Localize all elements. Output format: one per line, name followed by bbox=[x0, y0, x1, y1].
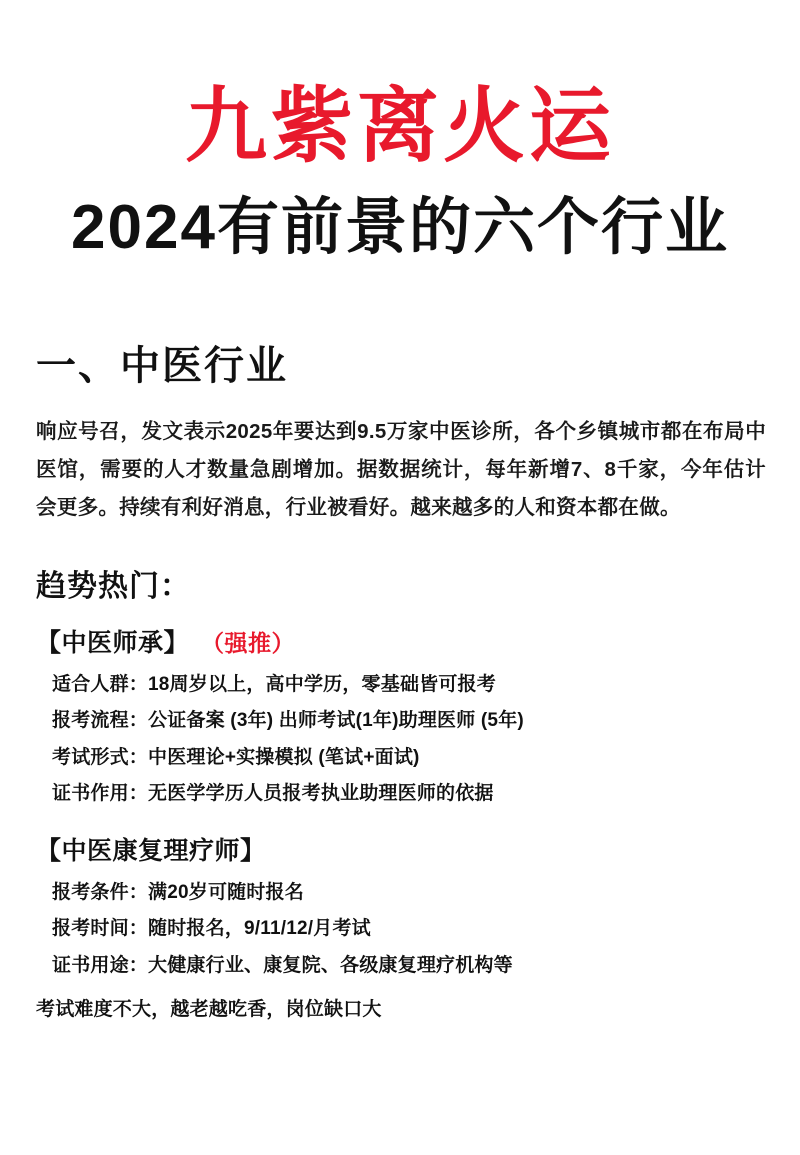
section-paragraph: 响应号召，发文表示2025年要达到9.5万家中医诊所，各个乡镇城市都在布局中医馆，需要的人才数量急剧增加。据数据统计，每年新增7、8千家，今年估计会更多。持续有利好消息，行业被看好。越来越多的人和资本都在做。 bbox=[36, 420, 766, 520]
row-value: 随时报名，9/11/12/月考试 bbox=[148, 918, 371, 940]
row-key: 报考条件： bbox=[52, 881, 149, 903]
row-key: 报考流程： bbox=[52, 710, 149, 732]
row-key: 证书作用： bbox=[52, 783, 149, 805]
row-value: 无医学学历人员报考执业助理医师的依据 bbox=[148, 783, 494, 805]
table-row bbox=[52, 667, 772, 703]
table-row bbox=[52, 948, 772, 984]
row-value: 大健康行业、康复院、各级康复理疗机构等 bbox=[148, 954, 513, 976]
table-row bbox=[52, 911, 772, 947]
list-item bbox=[36, 623, 772, 813]
card-title: 【中医康复理疗师】 bbox=[36, 836, 266, 865]
table-row bbox=[52, 875, 772, 911]
footnote: 考试难度不大，越老越吃香，岗位缺口大 bbox=[36, 999, 382, 1021]
table-row bbox=[52, 740, 772, 776]
card-title: 【中医师承】 bbox=[36, 628, 190, 657]
row-key: 适合人群： bbox=[52, 673, 149, 695]
card-header bbox=[36, 623, 772, 659]
card-rows bbox=[52, 875, 772, 984]
card-rows bbox=[52, 667, 772, 813]
row-value: 满20岁可随时报名 bbox=[148, 881, 304, 903]
card-header bbox=[36, 831, 772, 867]
row-value: 公证备案 (3年) 出师考试(1年)助理医师 (5年) bbox=[148, 710, 524, 732]
section-heading: 一、中医行业 bbox=[36, 344, 288, 389]
row-key: 报考时间： bbox=[52, 918, 149, 940]
poster-title-red: 九紫离火运 bbox=[184, 81, 615, 172]
row-value: 18周岁以上，高中学历，零基础皆可报考 bbox=[148, 673, 496, 695]
table-row bbox=[52, 776, 772, 812]
row-key: 证书用途： bbox=[52, 954, 149, 976]
table-row bbox=[52, 703, 772, 739]
row-key: 考试形式： bbox=[52, 746, 149, 768]
trend-label: 趋势热门： bbox=[36, 569, 191, 603]
row-value: 中医理论+实操模拟 (笔试+面试) bbox=[148, 746, 420, 768]
poster-page bbox=[0, 81, 800, 1155]
list-item bbox=[36, 831, 772, 984]
poster-title-black: 2024有前景的六个行业 bbox=[71, 193, 729, 262]
status-badge: （强推） bbox=[201, 629, 296, 656]
